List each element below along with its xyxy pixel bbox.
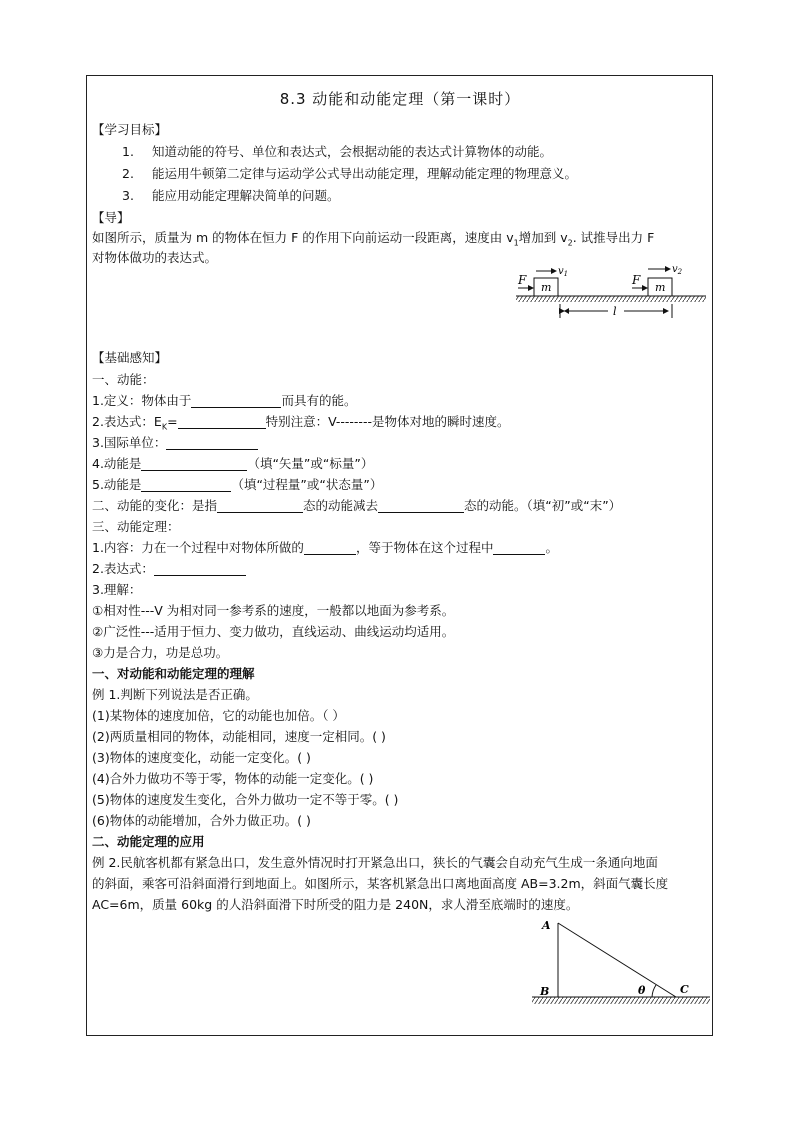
objective-item: 1. 知道动能的符号、单位和表达式，会根据动能的表达式计算物体的动能。 xyxy=(122,144,553,159)
text-line: ③力是合力，功是总功。 xyxy=(92,645,229,660)
velocity-label-1: $v_1$ xyxy=(558,266,569,278)
section-heading: 一、动能： xyxy=(92,372,155,387)
fill-line: 1.内容：力在一个过程中对物体所做的 ，等于物体在这个过程中 。 xyxy=(92,540,558,555)
text-line: 3.理解： xyxy=(92,582,142,597)
answer-blank[interactable] xyxy=(166,435,258,450)
problem-text-line: 例 2.民航客机都有紧急出口，发生意外情况时打开紧急出口，狭长的气囊会自动充气生成一条通向地面 xyxy=(92,855,658,870)
fill-line: 4.动能是 （填“矢量”或“标量”） xyxy=(92,456,374,471)
definition-line: 1.定义：物体由于 而具有的能。 xyxy=(92,393,357,408)
text-line: ①相对性---V 为相对同一参考系的速度，一般都以地面为参考系。 xyxy=(92,603,455,618)
section-heading: 一、对动能和动能定理的理解 xyxy=(92,666,255,681)
fill-line: 二、动能的变化：是指 态的动能减去 态的动能。（填“初”或“末”） xyxy=(92,498,622,513)
point-b-label: B xyxy=(540,985,550,998)
guide-paragraph-line: 对物体做功的表达式。 xyxy=(92,250,218,265)
judgment-item: (4)合外力做功不等于零，物体的动能一定变化。( ) xyxy=(92,771,374,786)
judgment-item: (5)物体的速度发生变化，合外力做功一定不等于零。( ) xyxy=(92,792,399,807)
point-a-label: A xyxy=(542,919,551,932)
angle-theta-label: θ xyxy=(638,984,646,997)
velocity-label-2: $v_2$ xyxy=(672,264,683,276)
problem-text-line: 的斜面，乘客可沿斜面滑行到地面上。如图所示，某客机紧急出口离地面高度 AB=3.2m，斜面气囊长度 xyxy=(92,876,669,891)
answer-blank[interactable] xyxy=(217,498,303,513)
judgment-item: (3)物体的速度变化，动能一定变化。( ) xyxy=(92,750,311,765)
guide-heading: 【导】 xyxy=(92,210,130,225)
objectives-heading: 【学习目标】 xyxy=(92,122,168,137)
section-heading: 二、动能定理的应用 xyxy=(92,834,205,849)
section-heading: 三、动能定理： xyxy=(92,519,180,534)
basics-heading: 【基础感知】 xyxy=(92,350,168,365)
text-line: ②广泛性---适用于恒力、变力做功，直线运动、曲线运动均适用。 xyxy=(92,624,455,639)
fill-line: 2.表达式： xyxy=(92,559,246,579)
objective-item: 2. 能运用牛顿第二定律与运动学公式导出动能定理，理解动能定理的物理意义。 xyxy=(122,166,578,181)
slope-ac xyxy=(558,923,676,997)
distance-arrowhead-left xyxy=(564,308,569,314)
page-title: 8.3 动能和动能定理（第一课时） xyxy=(279,90,521,108)
judgment-item: (6)物体的动能增加，合外力做正功。( ) xyxy=(92,813,311,828)
mass-label-2: m xyxy=(655,281,666,294)
objective-item: 3. 能应用动能定理解决简单的问题。 xyxy=(122,188,340,203)
judgment-item: (2)两质量相同的物体，动能相同，速度一定相同。( ) xyxy=(92,729,386,744)
answer-blank[interactable] xyxy=(178,414,266,429)
expression-line: 2.表达式：$E_K=$ 特别注意：V--------是物体对地的瞬时速度。 xyxy=(92,414,510,432)
answer-blank[interactable] xyxy=(304,540,356,555)
ground-hatch xyxy=(516,296,706,302)
force-label-1: F xyxy=(518,273,527,287)
force-motion-figure xyxy=(512,258,712,320)
answer-blank[interactable] xyxy=(378,498,464,513)
slide-figure xyxy=(530,915,715,1010)
force-label-2: F xyxy=(632,273,641,287)
judgment-item: (1)某物体的速度加倍，它的动能也加倍。（ ） xyxy=(92,708,345,723)
unit-line: 3.国际单位： xyxy=(92,433,258,453)
answer-blank[interactable] xyxy=(493,540,545,555)
problem-text-line: AC=6m，质量 60kg 的人沿斜面滑下时所受的阻力是 240N，求人滑至底端时的速度。 xyxy=(92,897,579,912)
ground-hatch xyxy=(532,997,710,1004)
guide-paragraph-line: 如图所示，质量为 m 的物体在恒力 F 的作用下向前运动一段距离，速度由 $v_1$增加到 $v_2$. 试推导出力 F xyxy=(92,230,655,248)
answer-blank[interactable] xyxy=(141,477,231,492)
point-c-label: C xyxy=(680,983,689,996)
mass-label-1: m xyxy=(541,281,552,294)
fill-line: 5.动能是 （填“过程量”或“状态量”） xyxy=(92,477,383,492)
answer-blank[interactable] xyxy=(154,561,246,576)
distance-label: l xyxy=(613,305,617,318)
answer-blank[interactable] xyxy=(141,456,247,471)
answer-blank[interactable] xyxy=(191,393,281,408)
example-intro: 例 1.判断下列说法是否正确。 xyxy=(92,687,258,702)
angle-arc xyxy=(652,985,656,997)
